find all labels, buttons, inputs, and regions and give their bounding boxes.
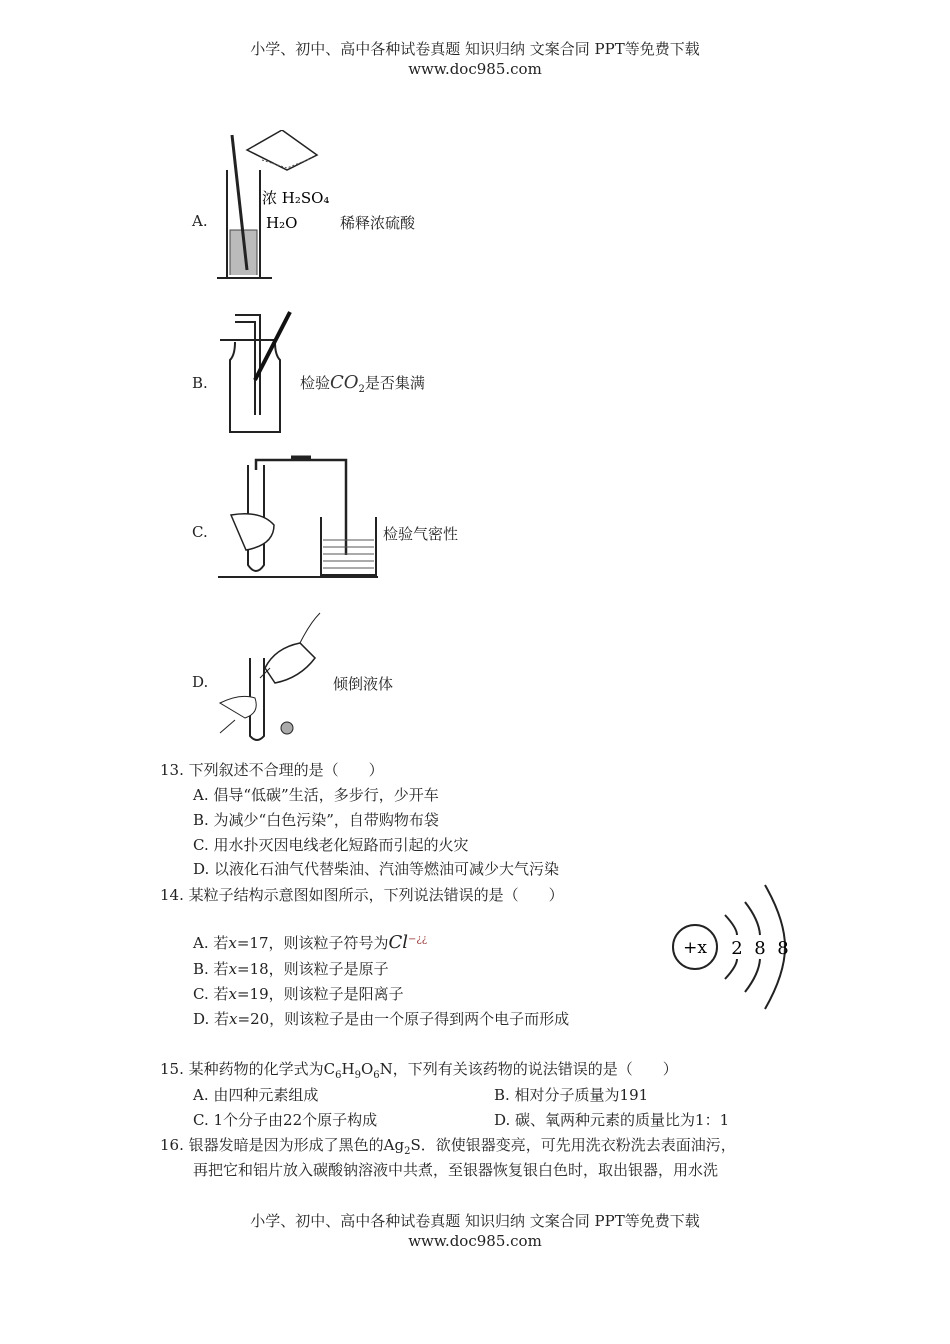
q14-option: D. 若x=20，则该粒子是由一个原子得到两个电子而形成: [193, 1010, 570, 1028]
pour-liquid-figure: [215, 608, 325, 743]
header-text: 小学、初中、高中各种试卷真题 知识归纳 文案合同 PPT等免费下载: [250, 40, 700, 58]
shell-electrons: 2: [731, 938, 743, 959]
q15-option: D. 碳、氧两种元素的质量比为1：1: [494, 1111, 730, 1129]
q15-option: A. 由四种元素组成: [193, 1086, 319, 1104]
q14-option: A. 若x=17，则该粒子符号为Cl−¿¿: [193, 932, 428, 953]
option-letter: D.: [192, 673, 209, 691]
question-15-stem: 15. 某种药物的化学式为$C_6H_9O_6N$，下列有关该药物的说法错误的是（ ）: [160, 1060, 678, 1081]
airtightness-figure: [216, 455, 381, 580]
option-letter: B.: [192, 374, 208, 392]
water-label: H₂O: [266, 214, 298, 232]
footer-text: 小学、初中、高中各种试卷真题 知识归纳 文案合同 PPT等免费下载: [250, 1212, 700, 1230]
q13-option: D. 以液化石油气代替柴油、汽油等燃油可减少大气污染: [193, 860, 560, 878]
header-url[interactable]: www.doc985.com: [408, 60, 542, 78]
option-text: 倾倒液体: [333, 675, 394, 693]
option-text: 稀释浓硫酸: [340, 214, 416, 232]
q15-option: C. 1个分子由22个原子构成: [193, 1111, 378, 1129]
question-14-stem: 14. 某粒子结构示意图如图所示，下列说法错误的是（ ）: [160, 886, 564, 904]
q15-option: B. 相对分子质量为191: [494, 1086, 649, 1104]
q14-option: C. 若x=19，则该粒子是阳离子: [193, 985, 404, 1003]
option-text: 检验$CO_2$是否集满: [300, 372, 425, 395]
shell-electrons: 8: [777, 938, 789, 959]
q13-option: B. 为减少“白色污染”，自带购物布袋: [193, 811, 439, 829]
shell-electrons: 8: [754, 938, 766, 959]
particle-structure-diagram: [665, 880, 795, 1015]
q14-option: B. 若x=18，则该粒子是原子: [193, 960, 389, 978]
question-16-line2: 再把它和铝片放入碳酸钠溶液中共煮，至银器恢复银白色时，取出银器，用水洗: [193, 1161, 719, 1179]
dilute-acid-figure: [212, 130, 342, 282]
acid-label: 浓 H₂SO₄: [262, 189, 330, 207]
q13-option: C. 用水扑灭因电线老化短路而引起的火灾: [193, 836, 469, 854]
option-text: 检验气密性: [383, 525, 459, 543]
footer-url[interactable]: www.doc985.com: [408, 1232, 542, 1250]
option-letter: C.: [192, 523, 208, 541]
nucleus-label: +x: [683, 938, 707, 958]
question-13-stem: 13. 下列叙述不合理的是（ ）: [160, 761, 384, 779]
q13-option: A. 倡导“低碳”生活，多步行，少开车: [193, 786, 439, 804]
option-letter: A.: [192, 212, 208, 230]
question-16-line1: 16. 银器发暗是因为形成了黑色的$Ag_2S$．欲使银器变亮，可先用洗衣粉洗去表面油污，: [160, 1136, 736, 1157]
gas-bottle-figure: [215, 310, 295, 436]
